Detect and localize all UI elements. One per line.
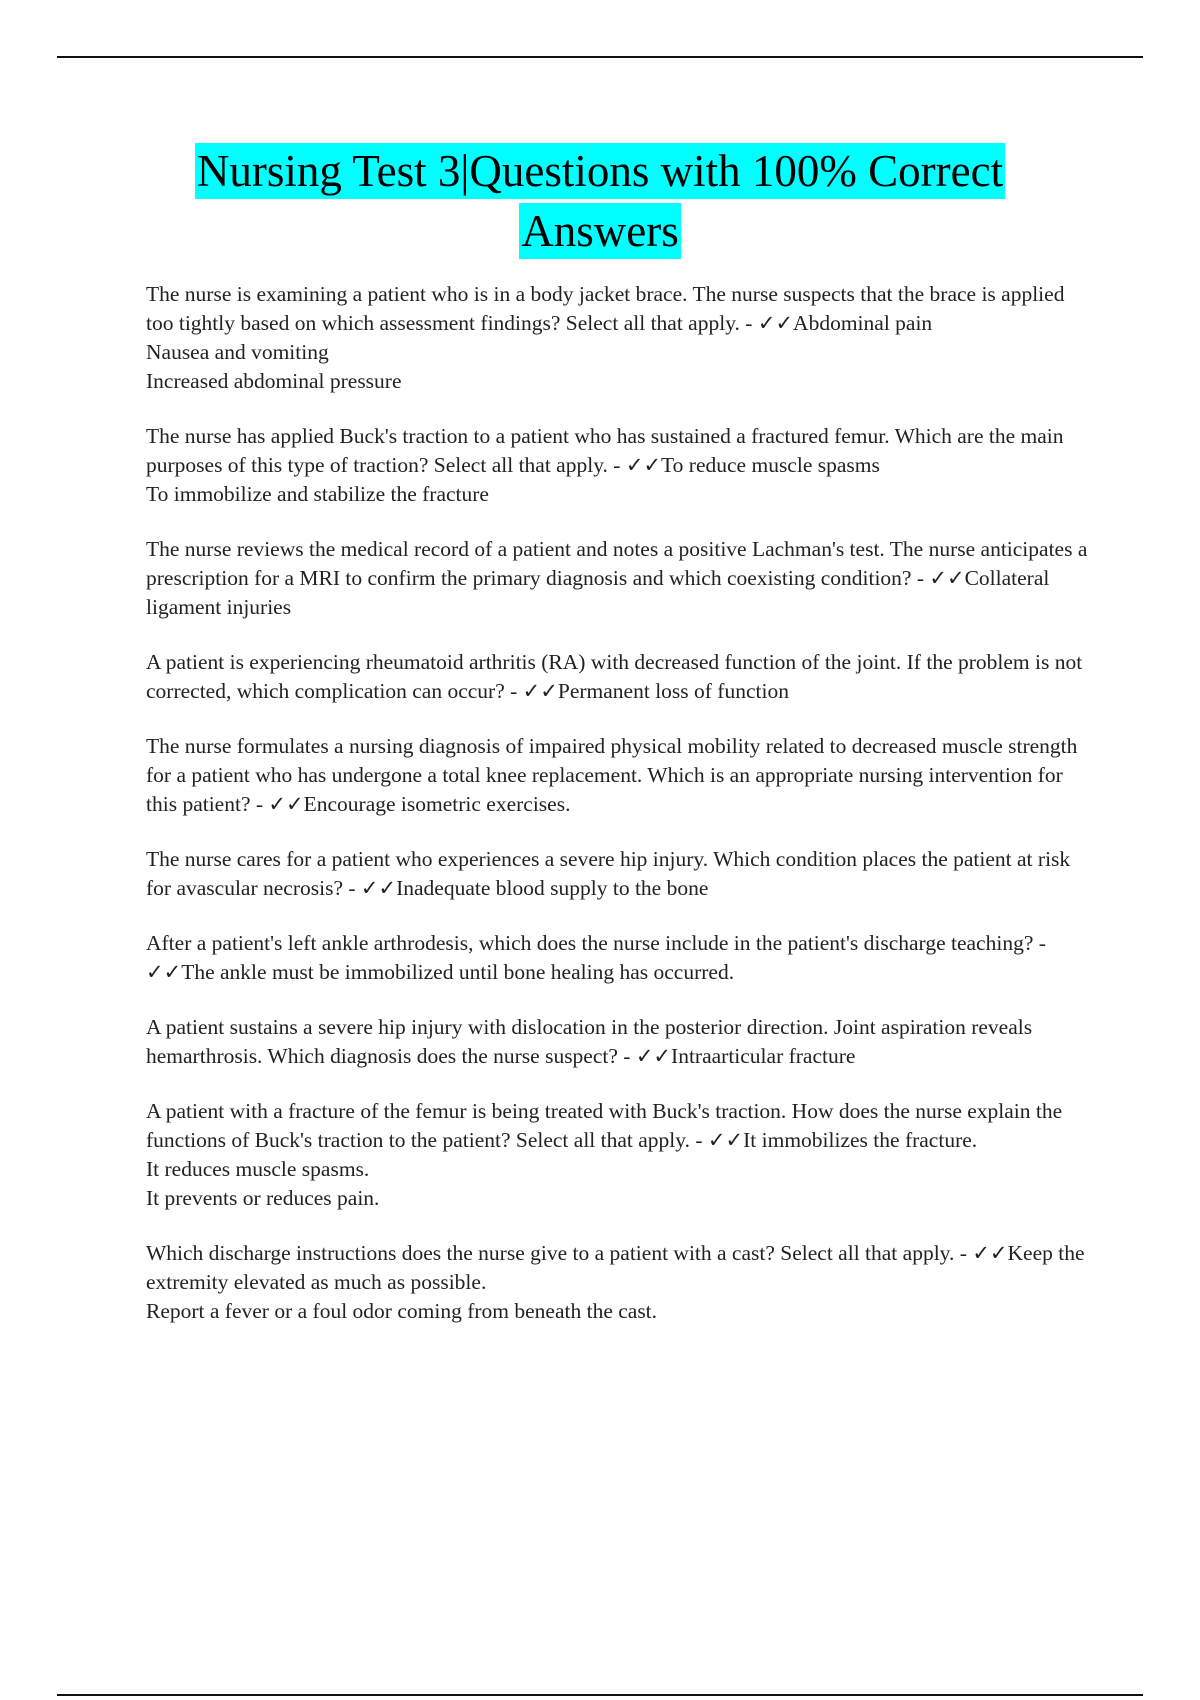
- question-text: Which discharge instructions does the nurse give to a patient with a cast? Select all that apply. -: [146, 1241, 973, 1265]
- question-text: The nurse formulates a nursing diagnosis of impaired physical mobility related to decreased muscle strength for a patient who has undergone a total knee replacement. Which is an appropriate nursing intervention for this patient? -: [146, 734, 1078, 816]
- qa-item: [146, 280, 1096, 396]
- title-line-1: Nursing Test 3|Questions with 100% Correct: [195, 143, 1005, 199]
- question-answer-list: [146, 280, 1096, 1352]
- question-text: A patient sustains a severe hip injury with dislocation in the posterior direction. Joint aspiration reveals hemarthrosis. Which diagnosis does the nurse suspect? -: [146, 1015, 1033, 1068]
- answer-text: To immobilize and stabilize the fracture: [146, 482, 489, 506]
- question-text: A patient with a fracture of the femur is being treated with Buck's traction. How does the nurse explain the functions of Buck's traction to the patient? Select all that apply. -: [146, 1099, 1063, 1152]
- answer-text: It reduces muscle spasms.: [146, 1157, 370, 1181]
- answer-text: The ankle must be immobilized until bone healing has occurred.: [181, 960, 735, 984]
- double-check-icon: ✓✓: [268, 792, 304, 816]
- qa-item: [146, 648, 1096, 706]
- bottom-rule: [57, 1694, 1143, 1696]
- answer-text: It immobilizes the fracture.: [743, 1128, 978, 1152]
- top-rule: [57, 56, 1143, 58]
- question-text: The nurse reviews the medical record of a patient and notes a positive Lachman's test. The nurse anticipates a prescription for a MRI to confirm the primary diagnosis and which coexisting condition? -: [146, 537, 1088, 590]
- qa-item: [146, 1013, 1096, 1071]
- double-check-icon: ✓✓: [360, 876, 397, 900]
- question-text: A patient is experiencing rheumatoid arthritis (RA) with decreased function of the joint. If the problem is not corrected, which complication can occur? -: [146, 650, 1083, 703]
- qa-item: [146, 1097, 1096, 1213]
- double-check-icon: ✓✓: [707, 1128, 744, 1152]
- title-line-2: Answers: [519, 203, 680, 259]
- qa-item: [146, 929, 1096, 987]
- double-check-icon: ✓✓: [522, 679, 558, 703]
- question-text: After a patient's left ankle arthrodesis, which does the nurse include in the patient's discharge teaching? -: [146, 931, 1046, 955]
- double-check-icon: ✓✓: [625, 453, 662, 477]
- double-check-icon: ✓✓: [635, 1044, 672, 1068]
- double-check-icon: ✓✓: [972, 1241, 1008, 1265]
- double-check-icon: ✓✓: [146, 960, 182, 984]
- answer-text: Collateral ligament injuries: [146, 566, 1050, 619]
- answer-text: Encourage isometric exercises.: [303, 792, 571, 816]
- answer-text: Inadequate blood supply to the bone: [396, 876, 709, 900]
- answer-text: Increased abdominal pressure: [146, 369, 402, 393]
- answer-text: Nausea and vomiting: [146, 340, 329, 364]
- qa-item: [146, 535, 1096, 622]
- answer-text: Keep the extremity elevated as much as possible.: [146, 1241, 1085, 1294]
- qa-item: [146, 1239, 1096, 1326]
- qa-item: [146, 422, 1096, 509]
- answer-text: To reduce muscle spasms: [661, 453, 880, 477]
- double-check-icon: ✓✓: [757, 311, 794, 335]
- document-title: [0, 143, 1200, 263]
- answer-text: Report a fever or a foul odor coming from beneath the cast.: [146, 1299, 658, 1323]
- answer-text: It prevents or reduces pain.: [146, 1186, 380, 1210]
- qa-item: [146, 732, 1096, 819]
- answer-text: Intraarticular fracture: [671, 1044, 856, 1068]
- answer-text: Abdominal pain: [793, 311, 933, 335]
- qa-item: [146, 845, 1096, 903]
- question-text: The nurse cares for a patient who experiences a severe hip injury. Which condition places the patient at risk for avascular necrosis? -: [146, 847, 1071, 900]
- double-check-icon: ✓✓: [929, 566, 965, 590]
- question-text: The nurse is examining a patient who is in a body jacket brace. The nurse suspects that the brace is applied too tightly based on which assessment findings? Select all that apply. -: [146, 282, 1065, 335]
- question-text: The nurse has applied Buck's traction to a patient who has sustained a fractured femur. Which are the main purposes of this type of traction? Select all that apply. -: [146, 424, 1064, 477]
- answer-text: Permanent loss of function: [557, 679, 789, 703]
